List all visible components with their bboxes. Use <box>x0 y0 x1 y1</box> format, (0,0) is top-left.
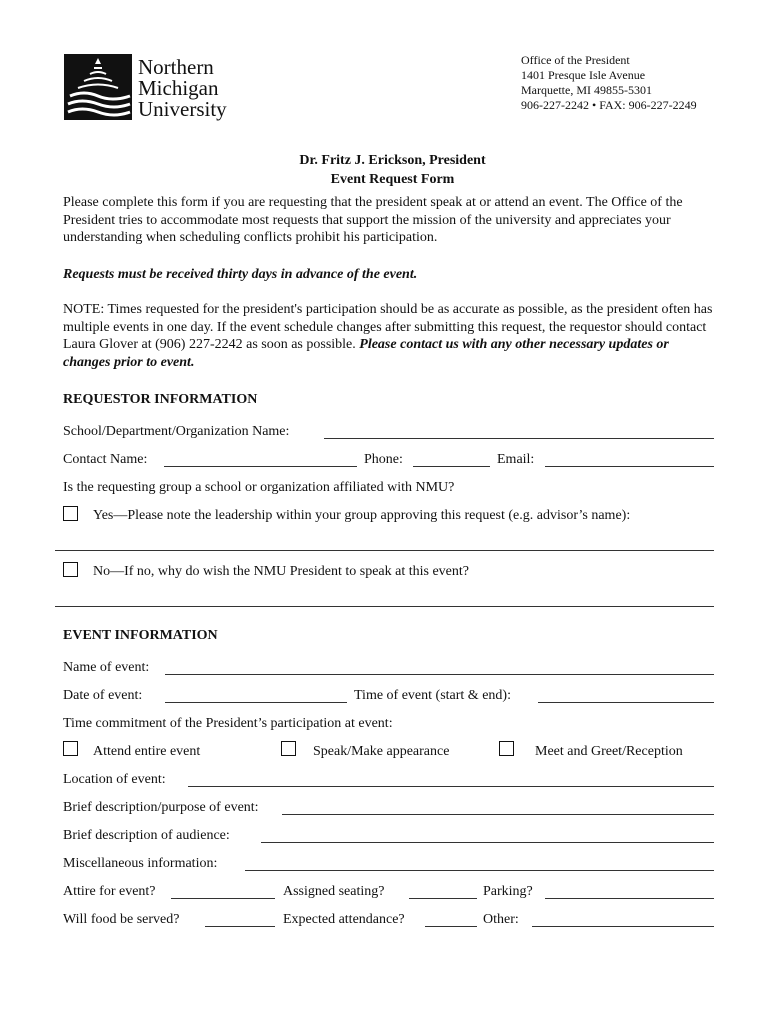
event-name-label: Name of event: <box>63 660 150 675</box>
requestor-heading: REQUESTOR INFORMATION <box>63 392 258 407</box>
note-emphasis: Please contact us with any other necessary updates or changes prior to event. <box>63 337 669 370</box>
title-line-1: Dr. Fritz J. Erickson, President <box>299 153 486 168</box>
commitment-question: Time commitment of the President’s participation at event: <box>63 716 393 731</box>
email-label: Email: <box>497 452 535 467</box>
seating-label: Assigned seating? <box>283 884 385 899</box>
contact-name-label: Contact Name: <box>63 452 148 467</box>
attendance-label: Expected attendance? <box>283 912 405 927</box>
location-label: Location of event: <box>63 772 166 787</box>
misc-field[interactable] <box>245 870 714 871</box>
other-label: Other: <box>483 912 519 927</box>
attend-entire-label: Attend entire event <box>93 744 201 759</box>
event-time-field[interactable] <box>538 702 714 703</box>
email-field[interactable] <box>545 466 714 467</box>
form-title <box>0 151 770 189</box>
yes-label: Yes—Please note the leadership within your group approving this request (e.g. advisor’s name): <box>93 508 631 523</box>
logo-line-2: Michigan <box>138 76 219 100</box>
event-date-field[interactable] <box>165 702 347 703</box>
no-answer-field[interactable] <box>55 606 714 607</box>
address-line-2: 1401 Presque Isle Avenue <box>521 68 646 82</box>
org-name-field[interactable] <box>324 438 714 439</box>
seating-field[interactable] <box>409 898 477 899</box>
org-name-label: School/Department/Organization Name: <box>63 424 290 439</box>
attendance-field[interactable] <box>425 926 477 927</box>
purpose-field[interactable] <box>282 814 714 815</box>
intro-paragraph: Please complete this form if you are requesting that the president speak at or attend an event. The Office of the President tries to accommodate most requests that support the mission of the university and appreciates your understanding when scheduling conflicts prohibit his participation. <box>63 195 683 245</box>
attire-field[interactable] <box>171 898 275 899</box>
attire-label: Attire for event? <box>63 884 156 899</box>
university-logo <box>64 54 244 124</box>
deadline-note: Requests must be received thirty days in advance of the event. <box>63 267 418 282</box>
yes-checkbox[interactable] <box>63 506 78 521</box>
address-line-1: Office of the President <box>521 53 630 67</box>
event-date-label: Date of event: <box>63 688 143 703</box>
speak-appearance-checkbox[interactable] <box>281 741 296 756</box>
food-field[interactable] <box>205 926 275 927</box>
no-checkbox[interactable] <box>63 562 78 577</box>
meet-greet-checkbox[interactable] <box>499 741 514 756</box>
title-line-2: Event Request Form <box>330 172 455 187</box>
phone-label: Phone: <box>364 452 403 467</box>
audience-field[interactable] <box>261 842 714 843</box>
logo-line-3: University <box>138 97 227 121</box>
address-block <box>521 53 697 113</box>
food-label: Will food be served? <box>63 912 180 927</box>
parking-field[interactable] <box>545 898 714 899</box>
speak-appearance-label: Speak/Make appearance <box>313 744 450 759</box>
logo-mark-icon <box>64 54 132 120</box>
phone-field[interactable] <box>413 466 490 467</box>
purpose-label: Brief description/purpose of event: <box>63 800 259 815</box>
address-line-4: 906-227-2242 • FAX: 906-227-2249 <box>521 98 697 112</box>
logo-line-1: Northern <box>138 55 214 79</box>
event-time-label: Time of event (start & end): <box>354 688 511 703</box>
yes-answer-field[interactable] <box>55 550 714 551</box>
note-paragraph <box>63 301 713 371</box>
attend-entire-checkbox[interactable] <box>63 741 78 756</box>
address-line-3: Marquette, MI 49855-5301 <box>521 83 652 97</box>
misc-label: Miscellaneous information: <box>63 856 218 871</box>
event-name-field[interactable] <box>165 674 714 675</box>
audience-label: Brief description of audience: <box>63 828 230 843</box>
other-field[interactable] <box>532 926 714 927</box>
contact-name-field[interactable] <box>164 466 357 467</box>
note-text: NOTE: Times requested for the president's participation should be as accurate as possible, as the president often has multiple events in one day. If the event schedule changes after submitting this request, the requestor should contact Laura Glover at (906) 227-2242 as soon as possible. <box>63 302 713 352</box>
event-heading: EVENT INFORMATION <box>63 628 218 643</box>
parking-label: Parking? <box>483 884 533 899</box>
affiliated-question: Is the requesting group a school or organization affiliated with NMU? <box>63 480 455 495</box>
location-field[interactable] <box>188 786 714 787</box>
meet-greet-label: Meet and Greet/Reception <box>535 744 683 759</box>
no-label: No—If no, why do wish the NMU President to speak at this event? <box>93 564 469 579</box>
